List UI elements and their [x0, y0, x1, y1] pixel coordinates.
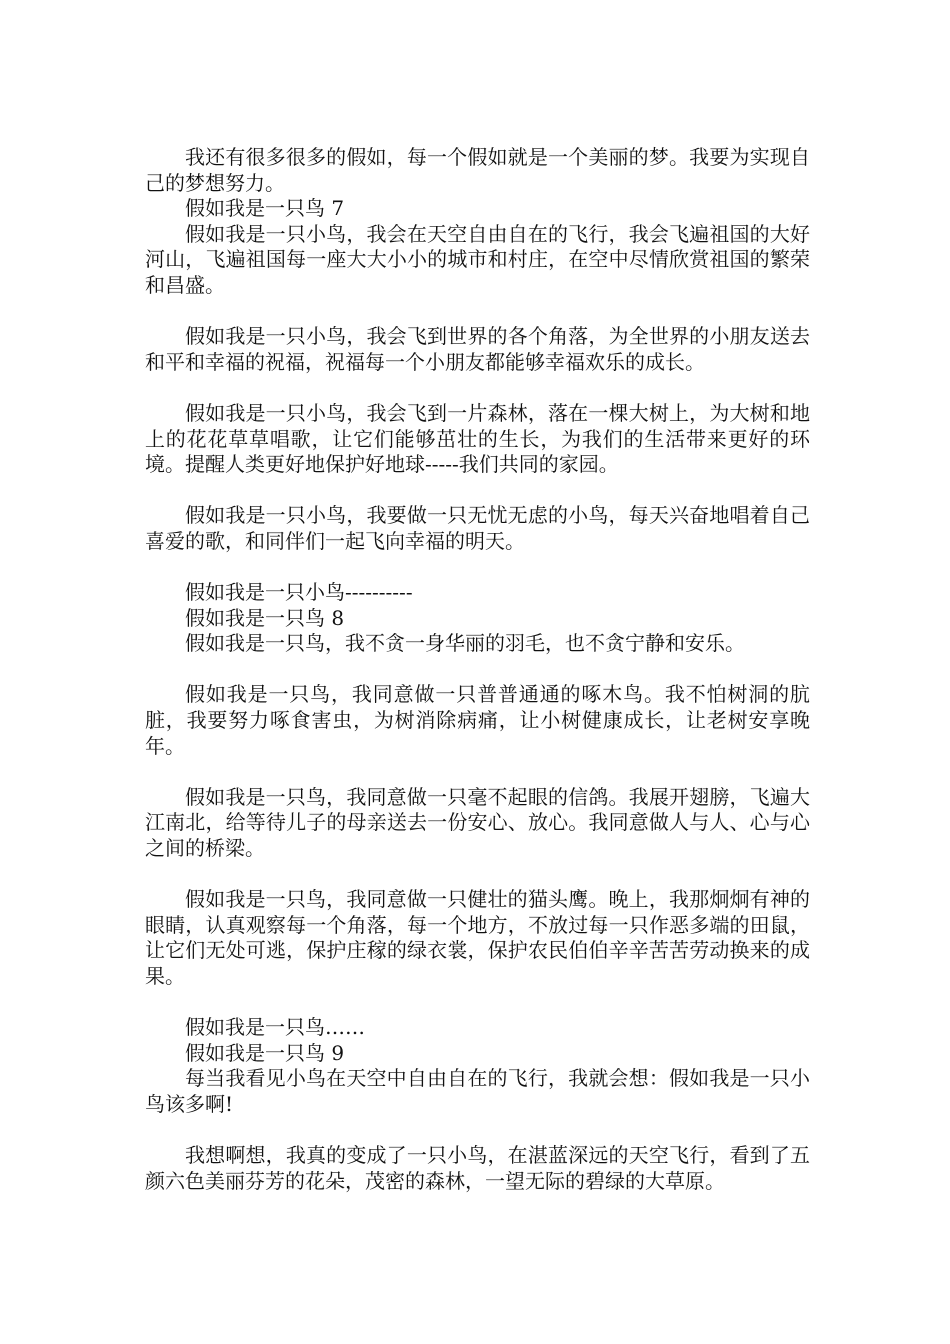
paragraph-gap [145, 759, 810, 785]
section-heading-9: 假如我是一只鸟 9 [185, 1040, 345, 1065]
paragraph-9: 假如我是一只鸟，我同意做一只毫不起眼的信鸽。我展开翅膀，飞遍大江南北，给等待儿子的母亲送去一份安心、放心。我同意做人与人、心与心之间的桥梁。 [145, 784, 810, 861]
paragraph-gap [145, 555, 810, 581]
paragraph-gap [145, 657, 810, 683]
paragraph-gap [145, 299, 810, 325]
paragraph-12: 每当我看见小鸟在天空中自由自在的飞行，我就会想：假如我是一只小鸟该多啊! [145, 1066, 810, 1116]
paragraph-13: 我想啊想，我真的变成了一只小鸟，在湛蓝深远的天空飞行，看到了五颜六色美丽芬芳的花朵，茂密的森林，一望无际的碧绿的大草原。 [145, 1143, 810, 1193]
paragraph-11: 假如我是一只鸟…… [185, 1015, 365, 1040]
paragraph-gap [145, 990, 810, 1016]
paragraph-1: 我还有很多很多的假如，每一个假如就是一个美丽的梦。我要为实现自己的梦想努力。 [145, 145, 810, 195]
paragraph-gap [145, 1118, 810, 1144]
paragraph-gap [145, 862, 810, 888]
section-heading-8: 假如我是一只鸟 8 [185, 605, 345, 630]
paragraph-7: 假如我是一只鸟，我不贪一身华丽的羽毛，也不贪宁静和安乐。 [185, 631, 745, 656]
paragraph-gap [145, 478, 810, 504]
document-page [145, 145, 810, 1194]
paragraph-5: 假如我是一只小鸟，我要做一只无忧无虑的小鸟，每天兴奋地唱着自己喜爱的歌，和同伴们一起飞向幸福的明天。 [145, 503, 810, 553]
paragraph-3: 假如我是一只小鸟，我会飞到世界的各个角落，为全世界的小朋友送去和平和幸福的祝福，祝福每一个小朋友都能够幸福欢乐的成长。 [145, 324, 810, 374]
paragraph-10: 假如我是一只鸟，我同意做一只健壮的猫头鹰。晚上，我那炯炯有神的眼睛，认真观察每一个角落，每一个地方，不放过每一只作恶多端的田鼠，让它们无处可逃，保护庄稼的绿衣裳，保护农民伯伯辛辛苦苦劳动换来的成果。 [145, 887, 810, 988]
paragraph-2: 假如我是一只小鸟，我会在天空自由自在的飞行，我会飞遍祖国的大好河山，飞遍祖国每一座大大小小的城市和村庄，在空中尽情欣赏祖国的繁荣和昌盛。 [145, 221, 810, 297]
paragraph-8: 假如我是一只鸟，我同意做一只普普通通的啄木鸟。我不怕树洞的肮脏，我要努力啄食害虫，为树消除病痛，让小树健康成长，让老树安享晚年。 [145, 682, 810, 758]
section-heading-7: 假如我是一只鸟 7 [185, 196, 345, 221]
paragraph-gap [145, 375, 810, 401]
paragraph-4: 假如我是一只小鸟，我会飞到一片森林，落在一棵大树上，为大树和地上的花花草草唱歌，让它们能够茁壮的生长，为我们的生活带来更好的环境。提醒人类更好地保护好地球-----我们共同的家园。 [145, 400, 810, 477]
paragraph-6: 假如我是一只小鸟---------- [185, 580, 413, 605]
